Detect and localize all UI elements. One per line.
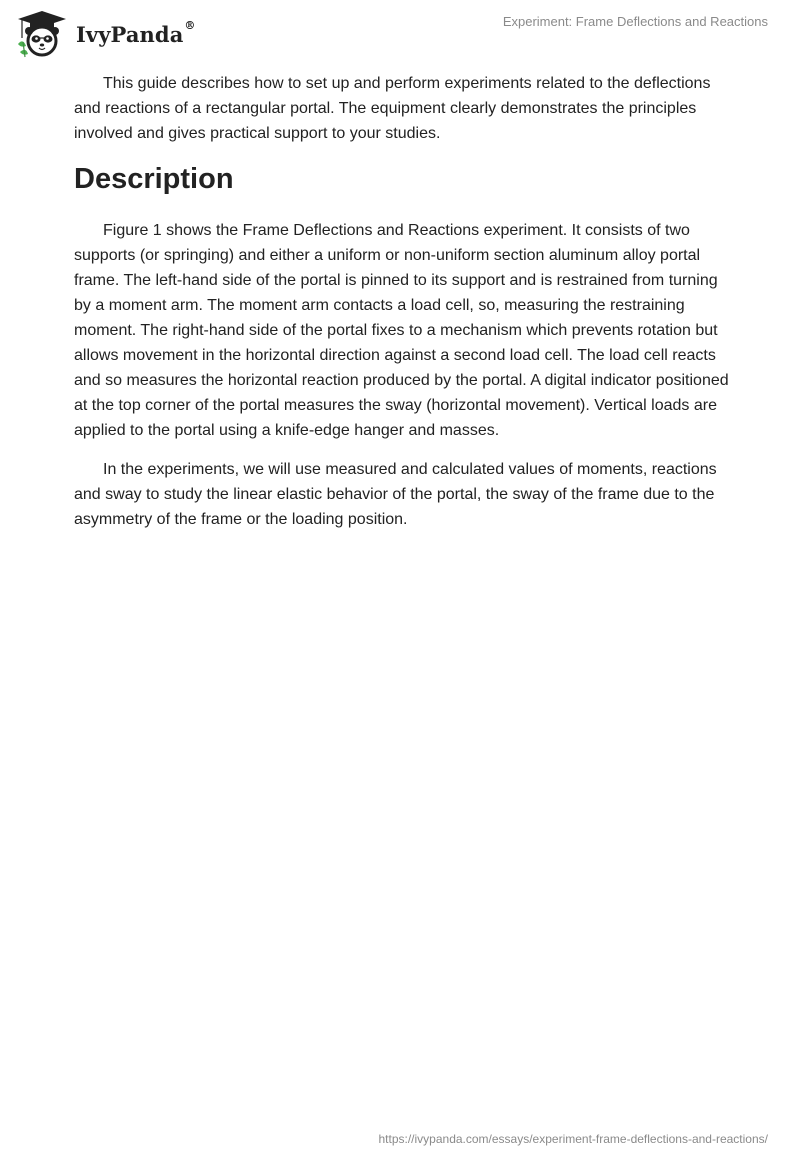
page-header (0, 0, 800, 70)
description-paragraph-1: Figure 1 shows the Frame Deflections and Reactions experiment. It consists of two supports (or springing) and either a uniform or non-uniform section aluminum alloy portal frame. The left-hand side of the portal is pinned to its support and is restrained from turning by a moment arm. The moment arm contacts a load cell, so, measuring the restraining moment. The right-hand side of the portal fixes to a mechanism which prevents rotation but allows movement in the horizontal direction against a second load cell. The load cell reacts and so measures the horizontal reaction produced by the portal. A digital indicator positioned at the top corner of the portal measures the sway (horizontal movement). Vertical loads are applied to the portal using a knife-edge hanger and masses. (74, 222, 729, 439)
source-url[interactable]: https://ivypanda.com/essays/experiment-frame-deflections-and-reactions/ (378, 1132, 768, 1146)
description-paragraph-2: In the experiments, we will use measured and calculated values of moments, reactions and sway to study the linear elastic behavior of the portal, the sway of the frame due to the asymmetry of the frame or the loading position. (74, 461, 717, 528)
panda-graduate-logo-icon (14, 8, 70, 58)
section-heading-description: Description (74, 163, 234, 195)
brand-logo[interactable] (14, 8, 196, 58)
registered-mark: ® (184, 18, 196, 32)
intro-paragraph: This guide describes how to set up and perform experiments related to the deflections and reactions of a rectangular portal. The equipment clearly demonstrates the principles involved and gives practical support to your studies. (74, 75, 711, 142)
brand-name: IvyPanda® (76, 18, 196, 47)
running-title: Experiment: Frame Deflections and Reactions (502, 14, 768, 29)
document-body (74, 71, 734, 546)
